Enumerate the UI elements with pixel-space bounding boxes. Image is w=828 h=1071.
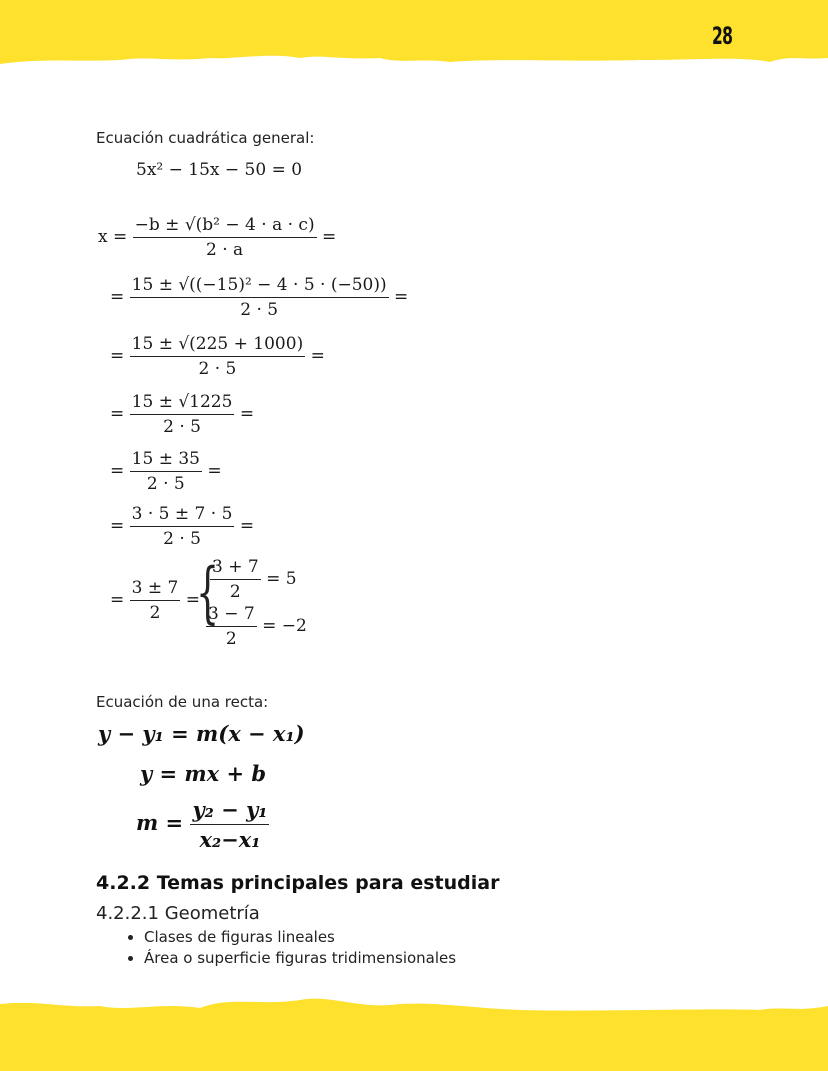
- solution-result: = −2: [262, 616, 307, 636]
- brace-icon: {: [196, 554, 220, 631]
- step-lhs: =: [110, 590, 125, 610]
- slope-numerator: y₂ − y₁: [190, 797, 269, 825]
- step-lhs: =: [110, 404, 125, 424]
- step-rhs: =: [239, 404, 255, 424]
- step-formula: [98, 215, 336, 260]
- topic-list: [118, 927, 456, 969]
- step-factor: [110, 504, 254, 549]
- step-rhs: =: [185, 590, 200, 610]
- point-slope-equation: y − y₁ = m(x − x₁): [98, 721, 305, 746]
- step-numerator: 15 ± √1225: [130, 392, 235, 415]
- step-denominator: 2 · 5: [163, 529, 201, 549]
- step-denominator: 2: [149, 603, 161, 623]
- solution-numerator: 3 + 7: [210, 557, 261, 580]
- section-heading: 4.2.2 Temas principales para estudiar: [96, 872, 500, 894]
- solution-result: = 5: [266, 569, 297, 589]
- step-numerator: 3 · 5 ± 7 · 5: [130, 504, 235, 527]
- step-rhs: =: [239, 516, 255, 536]
- subsection-heading: 4.2.2.1 Geometría: [96, 903, 260, 924]
- step-denominator: 2 · 5: [146, 474, 185, 494]
- quadratic-label: Ecuación cuadrática general:: [96, 129, 315, 147]
- solution-denominator: 2: [225, 629, 237, 649]
- step-numerator: 15 ± √((−15)² − 4 · 5 · (−50)): [130, 275, 389, 298]
- slope-formula: [136, 797, 269, 852]
- step-rhs: =: [394, 287, 409, 307]
- step-lhs: =: [110, 516, 125, 536]
- step-simplified: [110, 578, 200, 623]
- solution-denominator: 2: [229, 582, 241, 602]
- step-root: [110, 449, 222, 494]
- solution-numerator: 3 − 7: [206, 604, 257, 627]
- step-lhs: =: [110, 287, 125, 307]
- list-item: • Área o superficie figuras tridimensionales: [144, 948, 456, 969]
- step-expand: [110, 334, 325, 379]
- step-sum: [110, 392, 254, 437]
- step-rhs: =: [321, 227, 337, 247]
- step-lhs: x =: [98, 227, 128, 247]
- step-denominator: 2 · 5: [240, 300, 279, 320]
- step-rhs: =: [310, 346, 325, 366]
- step-denominator: 2 · a: [206, 240, 244, 260]
- line-label: Ecuación de una recta:: [96, 693, 269, 711]
- step-denominator: 2 · 5: [163, 417, 201, 437]
- step-denominator: 2 · 5: [198, 359, 237, 379]
- list-item: • Clases de figuras lineales: [144, 927, 456, 948]
- step-rhs: =: [207, 461, 222, 481]
- slope-denominator: x₂−x₁: [199, 827, 261, 852]
- quadratic-equation: 5x² − 15x − 50 = 0: [136, 160, 303, 180]
- step-numerator: 15 ± 35: [130, 449, 202, 472]
- slope-lhs: m =: [136, 810, 184, 835]
- step-numerator: 3 ± 7: [130, 578, 181, 601]
- header-band: [0, 0, 828, 75]
- solution-positive: [210, 557, 297, 602]
- step-substitution: [110, 275, 408, 320]
- step-numerator: −b ± √(b² − 4 · a · c): [133, 215, 317, 238]
- step-numerator: 15 ± √(225 + 1000): [130, 334, 306, 357]
- solution-negative: [206, 604, 307, 649]
- step-lhs: =: [110, 346, 125, 366]
- slope-intercept-equation: y = mx + b: [140, 761, 267, 786]
- page-number: 28: [712, 22, 733, 50]
- step-lhs: =: [110, 461, 125, 481]
- footer-band: [0, 992, 828, 1071]
